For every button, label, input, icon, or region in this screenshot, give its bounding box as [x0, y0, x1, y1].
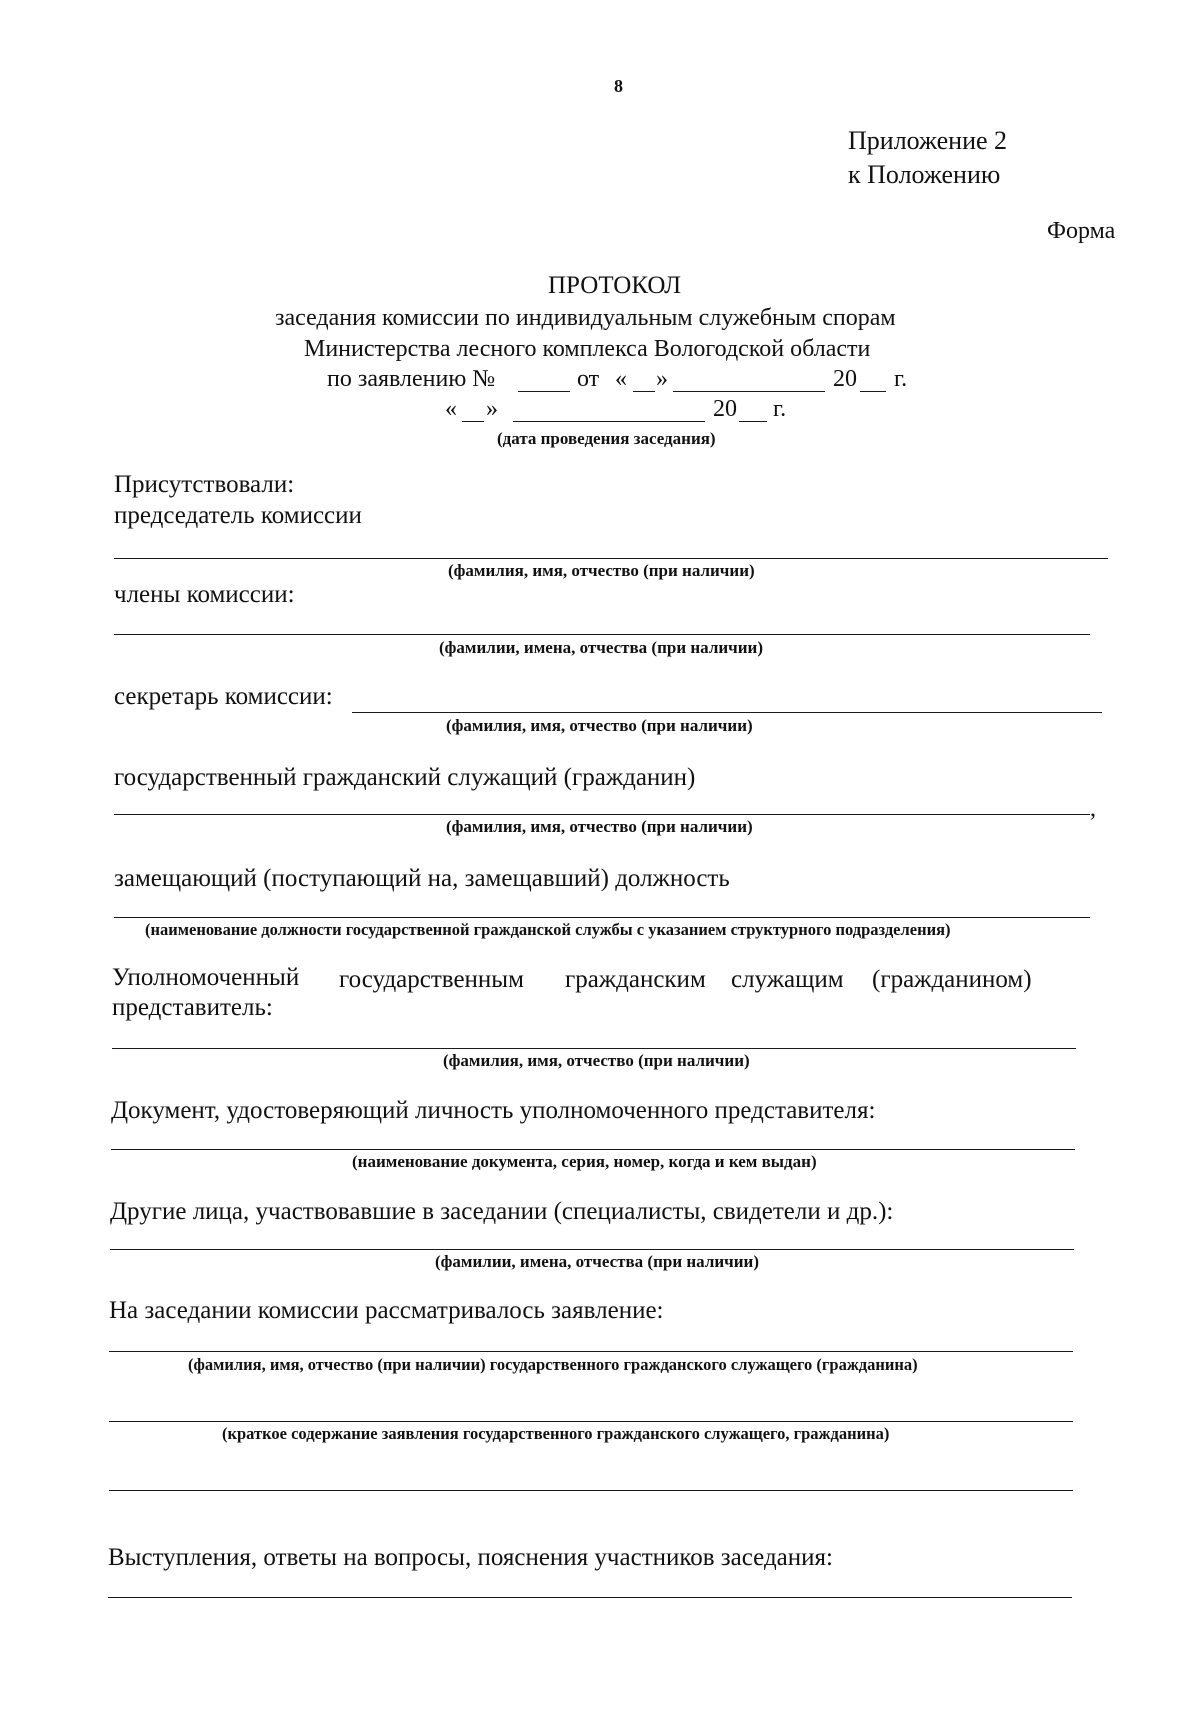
meeting-date-caption: (дата проведения заседания) — [497, 429, 716, 448]
representative-label-w1: Уполномоченный — [112, 964, 300, 991]
meeting-year-prefix: 20 — [713, 396, 737, 422]
applicant-field[interactable] — [109, 1351, 1073, 1352]
secretary-label: секретарь комиссии: — [114, 683, 333, 710]
id-document-field[interactable] — [111, 1149, 1075, 1150]
secretary-field[interactable] — [352, 712, 1102, 713]
page-number: 8 — [614, 76, 623, 96]
chairman-label: председатель комиссии — [114, 502, 362, 529]
members-caption: (фамилии, имена, отчества (при наличии) — [439, 638, 764, 657]
chairman-field[interactable] — [114, 558, 1108, 559]
quote-open: « — [615, 366, 627, 392]
position-field[interactable] — [114, 917, 1090, 918]
applicant-caption: (фамилия, имя, отчество (при наличии) государственного гражданского служащего (гражданина) — [188, 1355, 918, 1374]
appendix-line1: Приложение 2 — [848, 126, 1008, 155]
other-persons-caption: (фамилии, имена, отчества (при наличии) — [435, 1252, 760, 1271]
civil-servant-field[interactable] — [114, 814, 1090, 815]
speeches-label: Выступления, ответы на вопросы, пояснения участников заседания: — [108, 1544, 833, 1571]
application-summary-caption: (краткое содержание заявления государственного гражданского служащего, гражданина) — [222, 1424, 890, 1443]
representative-caption: (фамилия, имя, отчество (при наличии) — [443, 1051, 750, 1070]
representative-field[interactable] — [112, 1048, 1076, 1049]
id-document-label: Документ, удостоверяющий личность уполномоченного представителя: — [111, 1097, 876, 1124]
application-label: На заседании комиссии рассматривалось заявление: — [109, 1297, 664, 1324]
meeting-month-field[interactable] — [513, 421, 705, 422]
form-label: Форма — [1047, 218, 1116, 244]
meeting-quote-close: » — [486, 396, 498, 422]
application-summary-field[interactable] — [109, 1421, 1073, 1422]
meeting-year-field[interactable] — [739, 421, 767, 422]
secretary-caption: (фамилия, имя, отчество (при наличии) — [446, 716, 753, 735]
representative-label-w3: гражданским — [565, 966, 706, 993]
position-label: замещающий (поступающий на, замещавший) должность — [114, 865, 730, 892]
chairman-caption: (фамилия, имя, отчество (при наличии) — [448, 561, 755, 580]
members-field[interactable] — [114, 634, 1090, 635]
representative-label-w2: государственным — [339, 966, 524, 993]
speeches-field[interactable] — [108, 1597, 1072, 1598]
quote-close: » — [656, 366, 668, 392]
meeting-year-suffix: г. — [773, 396, 787, 422]
meeting-day-field[interactable] — [462, 421, 484, 422]
representative-label-w4: служащим — [731, 966, 844, 993]
application-month-field[interactable] — [673, 391, 825, 392]
application-year-prefix: 20 — [833, 366, 857, 392]
application-number-field[interactable] — [518, 391, 570, 392]
subtitle-line1: заседания комиссии по индивидуальным служебным спорам — [275, 305, 896, 331]
document-title: ПРОТОКОЛ — [548, 272, 682, 299]
representative-label-line2: представитель: — [112, 994, 273, 1021]
application-year-field[interactable] — [860, 391, 886, 392]
appendix-line2: к Положению — [848, 160, 1001, 189]
application-extra-field[interactable] — [109, 1490, 1073, 1491]
id-document-caption: (наименование документа, серия, номер, когда и кем выдан) — [352, 1152, 817, 1171]
application-year-suffix: г. — [894, 366, 908, 392]
meeting-quote-open: « — [445, 396, 457, 422]
application-day-field[interactable] — [633, 391, 655, 392]
representative-label-w5: (гражданином) — [872, 966, 1032, 993]
application-number-label: по заявлению № — [327, 366, 496, 392]
other-persons-label: Другие лица, участвовавшие в заседании (специалисты, свидетели и др.): — [110, 1198, 894, 1225]
civil-servant-label: государственный гражданский служащий (гражданин) — [114, 764, 696, 791]
position-caption: (наименование должности государственной гражданской службы с указанием структурного подразделения) — [145, 920, 951, 939]
application-from-label: от — [577, 366, 600, 392]
members-label: члены комиссии: — [114, 581, 295, 608]
other-persons-field[interactable] — [110, 1249, 1074, 1250]
civil-servant-comma: , — [1090, 796, 1096, 822]
present-label: Присутствовали: — [114, 471, 295, 498]
civil-servant-caption: (фамилия, имя, отчество (при наличии) — [446, 817, 753, 836]
subtitle-line2: Министерства лесного комплекса Вологодской области — [304, 336, 871, 362]
